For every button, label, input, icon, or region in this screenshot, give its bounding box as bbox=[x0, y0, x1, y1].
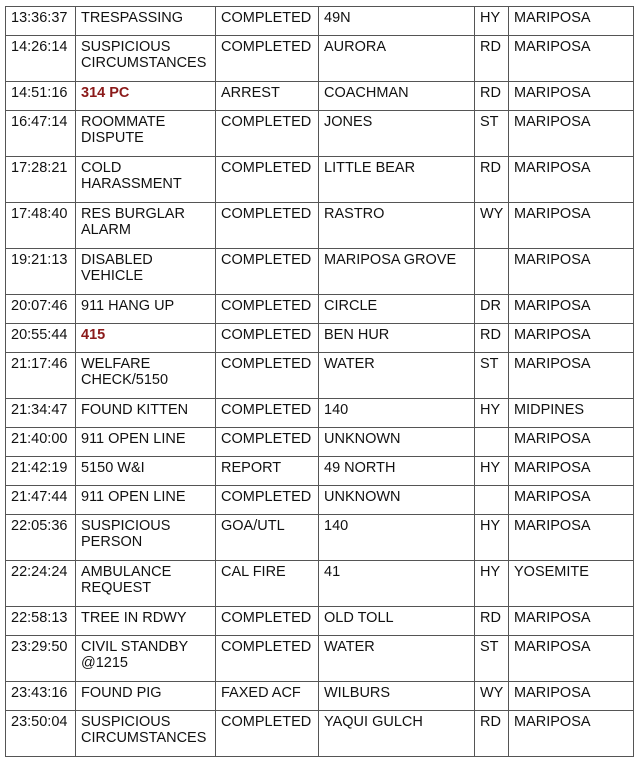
city-cell: MARIPOSA bbox=[509, 711, 634, 757]
street-suffix-cell bbox=[475, 428, 509, 457]
call-type-cell: 5150 W&I bbox=[76, 457, 216, 486]
disposition-cell: COMPLETED bbox=[216, 486, 319, 515]
table-row bbox=[6, 295, 634, 324]
disposition-cell: FAXED ACF bbox=[216, 682, 319, 711]
time-cell: 17:48:40 bbox=[6, 203, 76, 249]
table-row bbox=[6, 353, 634, 399]
disposition-cell: COMPLETED bbox=[216, 157, 319, 203]
table-row bbox=[6, 203, 634, 249]
city-cell: MARIPOSA bbox=[509, 249, 634, 295]
city-cell: MARIPOSA bbox=[509, 203, 634, 249]
call-type-cell: 911 OPEN LINE bbox=[76, 486, 216, 515]
time-cell: 22:05:36 bbox=[6, 515, 76, 561]
call-type-cell: ROOMMATE DISPUTE bbox=[76, 111, 216, 157]
street-suffix-cell: HY bbox=[475, 457, 509, 486]
street-cell: JONES bbox=[319, 111, 475, 157]
street-suffix-cell: HY bbox=[475, 7, 509, 36]
disposition-cell: COMPLETED bbox=[216, 711, 319, 757]
disposition-cell: COMPLETED bbox=[216, 111, 319, 157]
table-row bbox=[6, 249, 634, 295]
disposition-cell: COMPLETED bbox=[216, 353, 319, 399]
street-cell: MARIPOSA GROVE bbox=[319, 249, 475, 295]
street-suffix-cell bbox=[475, 249, 509, 295]
call-type-cell: FOUND KITTEN bbox=[76, 399, 216, 428]
time-cell: 14:26:14 bbox=[6, 36, 76, 82]
street-cell: OLD TOLL bbox=[319, 607, 475, 636]
call-type-cell: TRESPASSING bbox=[76, 7, 216, 36]
street-cell: WATER bbox=[319, 636, 475, 682]
street-cell: YAQUI GULCH bbox=[319, 711, 475, 757]
time-cell: 23:29:50 bbox=[6, 636, 76, 682]
street-suffix-cell: WY bbox=[475, 203, 509, 249]
street-cell: 49N bbox=[319, 7, 475, 36]
street-cell: CIRCLE bbox=[319, 295, 475, 324]
street-cell: AURORA bbox=[319, 36, 475, 82]
incident-log-table bbox=[5, 6, 634, 757]
street-cell: WILBURS bbox=[319, 682, 475, 711]
call-type-cell: WELFARE CHECK/5150 bbox=[76, 353, 216, 399]
table-row bbox=[6, 428, 634, 457]
street-suffix-cell: HY bbox=[475, 399, 509, 428]
table-row bbox=[6, 36, 634, 82]
table-row bbox=[6, 399, 634, 428]
street-suffix-cell: RD bbox=[475, 157, 509, 203]
table-row bbox=[6, 682, 634, 711]
call-type-cell: AMBULANCE REQUEST bbox=[76, 561, 216, 607]
city-cell: MARIPOSA bbox=[509, 157, 634, 203]
table-row bbox=[6, 711, 634, 757]
street-suffix-cell bbox=[475, 486, 509, 515]
street-cell: BEN HUR bbox=[319, 324, 475, 353]
street-suffix-cell: ST bbox=[475, 111, 509, 157]
street-suffix-cell: RD bbox=[475, 82, 509, 111]
call-type-cell: COLD HARASSMENT bbox=[76, 157, 216, 203]
city-cell: MARIPOSA bbox=[509, 111, 634, 157]
call-type-cell: TREE IN RDWY bbox=[76, 607, 216, 636]
city-cell: MARIPOSA bbox=[509, 515, 634, 561]
disposition-cell: ARREST bbox=[216, 82, 319, 111]
street-suffix-cell: HY bbox=[475, 561, 509, 607]
street-cell: RASTRO bbox=[319, 203, 475, 249]
city-cell: MARIPOSA bbox=[509, 295, 634, 324]
time-cell: 21:40:00 bbox=[6, 428, 76, 457]
city-cell: MARIPOSA bbox=[509, 486, 634, 515]
table-row bbox=[6, 82, 634, 111]
city-cell: YOSEMITE bbox=[509, 561, 634, 607]
call-type-cell: CIVIL STANDBY @1215 bbox=[76, 636, 216, 682]
city-cell: MIDPINES bbox=[509, 399, 634, 428]
disposition-cell: CAL FIRE bbox=[216, 561, 319, 607]
call-type-cell: DISABLED VEHICLE bbox=[76, 249, 216, 295]
table-row bbox=[6, 636, 634, 682]
street-cell: 41 bbox=[319, 561, 475, 607]
table-row bbox=[6, 7, 634, 36]
disposition-cell: COMPLETED bbox=[216, 399, 319, 428]
city-cell: MARIPOSA bbox=[509, 36, 634, 82]
call-type-cell: 911 HANG UP bbox=[76, 295, 216, 324]
street-cell: LITTLE BEAR bbox=[319, 157, 475, 203]
city-cell: MARIPOSA bbox=[509, 636, 634, 682]
disposition-cell: REPORT bbox=[216, 457, 319, 486]
street-suffix-cell: HY bbox=[475, 515, 509, 561]
street-suffix-cell: RD bbox=[475, 324, 509, 353]
disposition-cell: COMPLETED bbox=[216, 249, 319, 295]
city-cell: MARIPOSA bbox=[509, 428, 634, 457]
disposition-cell: COMPLETED bbox=[216, 324, 319, 353]
disposition-cell: COMPLETED bbox=[216, 203, 319, 249]
street-suffix-cell: WY bbox=[475, 682, 509, 711]
table-row bbox=[6, 157, 634, 203]
disposition-cell: COMPLETED bbox=[216, 7, 319, 36]
call-type-cell: SUSPICIOUS CIRCUMSTANCES bbox=[76, 711, 216, 757]
time-cell: 17:28:21 bbox=[6, 157, 76, 203]
call-type-cell: 911 OPEN LINE bbox=[76, 428, 216, 457]
street-cell: UNKNOWN bbox=[319, 486, 475, 515]
table-row bbox=[6, 324, 634, 353]
city-cell: MARIPOSA bbox=[509, 682, 634, 711]
time-cell: 20:55:44 bbox=[6, 324, 76, 353]
time-cell: 21:47:44 bbox=[6, 486, 76, 515]
call-type-cell: RES BURGLAR ALARM bbox=[76, 203, 216, 249]
city-cell: MARIPOSA bbox=[509, 82, 634, 111]
disposition-cell: COMPLETED bbox=[216, 36, 319, 82]
disposition-cell: GOA/UTL bbox=[216, 515, 319, 561]
incident-log-body bbox=[6, 7, 634, 757]
table-row bbox=[6, 515, 634, 561]
street-suffix-cell: RD bbox=[475, 607, 509, 636]
street-cell: 49 NORTH bbox=[319, 457, 475, 486]
city-cell: MARIPOSA bbox=[509, 607, 634, 636]
street-cell: 140 bbox=[319, 515, 475, 561]
street-cell: COACHMAN bbox=[319, 82, 475, 111]
street-suffix-cell: ST bbox=[475, 636, 509, 682]
table-row bbox=[6, 111, 634, 157]
time-cell: 22:58:13 bbox=[6, 607, 76, 636]
table-row bbox=[6, 486, 634, 515]
disposition-cell: COMPLETED bbox=[216, 607, 319, 636]
table-row bbox=[6, 561, 634, 607]
street-suffix-cell: ST bbox=[475, 353, 509, 399]
city-cell: MARIPOSA bbox=[509, 353, 634, 399]
table-row bbox=[6, 607, 634, 636]
call-type-cell: 415 bbox=[76, 324, 216, 353]
disposition-cell: COMPLETED bbox=[216, 295, 319, 324]
call-type-cell: SUSPICIOUS PERSON bbox=[76, 515, 216, 561]
street-cell: WATER bbox=[319, 353, 475, 399]
call-type-cell: SUSPICIOUS CIRCUMSTANCES bbox=[76, 36, 216, 82]
city-cell: MARIPOSA bbox=[509, 7, 634, 36]
time-cell: 23:43:16 bbox=[6, 682, 76, 711]
disposition-cell: COMPLETED bbox=[216, 636, 319, 682]
street-cell: 140 bbox=[319, 399, 475, 428]
street-suffix-cell: RD bbox=[475, 36, 509, 82]
time-cell: 21:17:46 bbox=[6, 353, 76, 399]
time-cell: 14:51:16 bbox=[6, 82, 76, 111]
time-cell: 16:47:14 bbox=[6, 111, 76, 157]
time-cell: 22:24:24 bbox=[6, 561, 76, 607]
street-suffix-cell: DR bbox=[475, 295, 509, 324]
time-cell: 21:42:19 bbox=[6, 457, 76, 486]
time-cell: 20:07:46 bbox=[6, 295, 76, 324]
disposition-cell: COMPLETED bbox=[216, 428, 319, 457]
time-cell: 21:34:47 bbox=[6, 399, 76, 428]
city-cell: MARIPOSA bbox=[509, 457, 634, 486]
time-cell: 23:50:04 bbox=[6, 711, 76, 757]
time-cell: 19:21:13 bbox=[6, 249, 76, 295]
city-cell: MARIPOSA bbox=[509, 324, 634, 353]
time-cell: 13:36:37 bbox=[6, 7, 76, 36]
table-row bbox=[6, 457, 634, 486]
call-type-cell: 314 PC bbox=[76, 82, 216, 111]
street-suffix-cell: RD bbox=[475, 711, 509, 757]
call-type-cell: FOUND PIG bbox=[76, 682, 216, 711]
street-cell: UNKNOWN bbox=[319, 428, 475, 457]
